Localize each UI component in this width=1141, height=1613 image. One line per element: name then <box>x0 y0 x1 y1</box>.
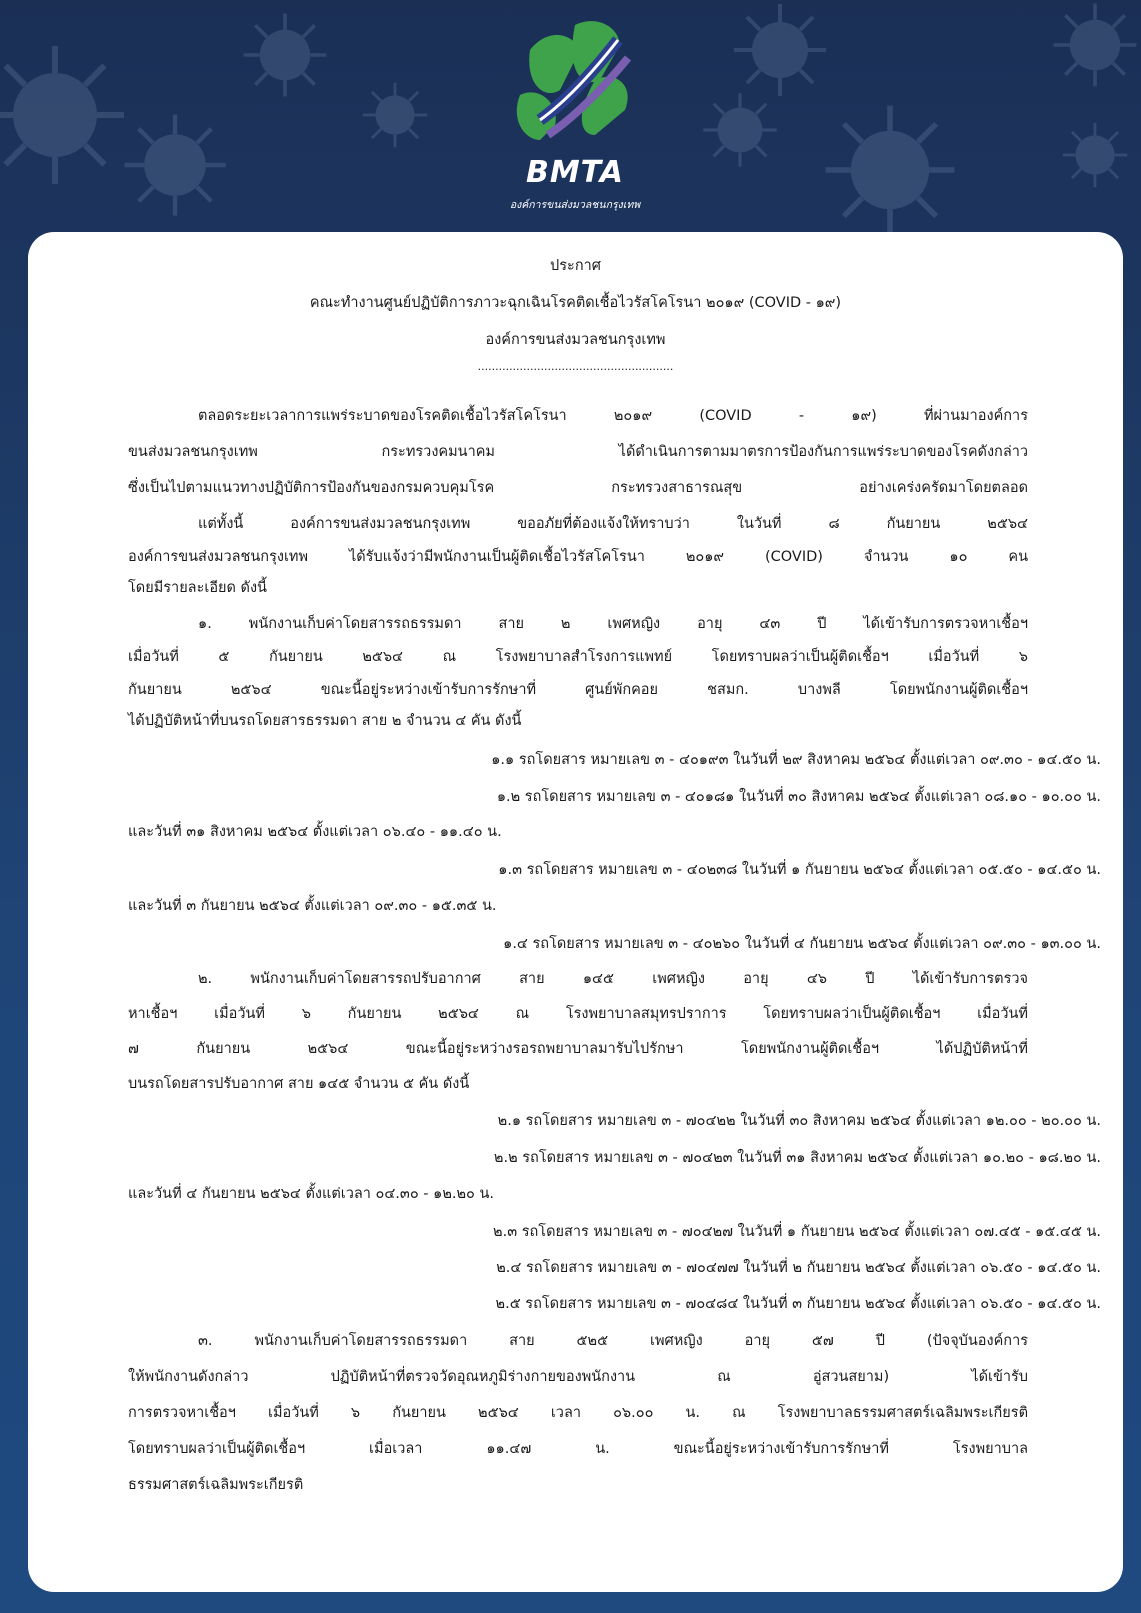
virus-decoration-icon <box>1050 0 1140 90</box>
virus-decoration-icon <box>820 100 960 240</box>
intro-line: ขนส่งมวลชนกรุงเทพ กระทรวงคมนาคม ได้ดำเนินการตามมาตรการป้องกันการแพร่ระบาดของโรคดังกล่าว <box>128 444 1028 460</box>
section-2-item: ๒.๕ รถโดยสาร หมายเลข ๓ - ๗๐๔๘๔ ในวันที่ ๓ กันยายน ๒๕๖๔ ตั้งแต่เวลา ๐๖.๕๐ - ๑๔.๕๐ น. <box>495 1296 1101 1312</box>
virus-decoration-icon <box>1060 120 1130 190</box>
section-2-line: ๗ กันยายน ๒๕๖๔ ขณะนี้อยู่ระหว่างรอรถพยาบาลมารับไปรักษา โดยพนักงานผู้ติดเชื้อฯ ได้ปฏิบัติหน้าที่ <box>128 1041 1028 1057</box>
section-3-line: โดยทราบผลว่าเป็นผู้ติดเชื้อฯ เมื่อเวลา ๑๑.๔๗ น. ขณะนี้อยู่ระหว่างเข้ารับการรักษาที่ โรงพยาบาล <box>128 1441 1028 1457</box>
section-2-item: ๒.๑ รถโดยสาร หมายเลข ๓ - ๗๐๔๒๒ ในวันที่ ๓๐ สิงหาคม ๒๕๖๔ ตั้งแต่เวลา ๑๒.๐๐ - ๒๐.๐๐ น. <box>497 1113 1101 1129</box>
section-1-item: ๑.๔ รถโดยสาร หมายเลข ๓ - ๔๐๒๖๐ ในวันที่ ๔ กันยายน ๒๕๖๔ ตั้งแต่เวลา ๐๙.๓๐ - ๑๓.๐๐ น. <box>503 936 1101 952</box>
section-1-item: ๑.๓ รถโดยสาร หมายเลข ๓ - ๔๐๒๓๘ ในวันที่ ๑ กันยายน ๒๕๖๔ ตั้งแต่เวลา ๐๕.๕๐ - ๑๔.๕๐ น. <box>498 862 1101 878</box>
virus-decoration-icon <box>730 0 830 100</box>
section-3-line: ธรรมศาสตร์เฉลิมพระเกียรติ <box>128 1477 304 1493</box>
intro-line: ซึ่งเป็นไปตามแนวทางปฏิบัติการป้องกันของกรมควบคุมโรค กระทรวงสาธารณสุข อย่างเคร่งครัดมาโดยตลอด <box>128 480 1028 496</box>
intro-line: ตลอดระยะเวลาการแพร่ระบาดของโรคติดเชื้อไวรัสโคโรนา ๒๐๑๙ (COVID - ๑๙) ที่ผ่านมาองค์การ <box>198 408 1028 424</box>
section-1-line: เมื่อวันที่ ๕ กันยายน ๒๕๖๔ ณ โรงพยาบาลสำโรงการแพทย์ โดยทราบผลว่าเป็นผู้ติดเชื้อฯ เมื่อวันที่ ๖ <box>128 649 1028 665</box>
logo-subtitle: องค์การขนส่งมวลชนกรุงเทพ <box>509 199 641 211</box>
section-1-item: และวันที่ ๓๑ สิงหาคม ๒๕๖๔ ตั้งแต่เวลา ๐๖.๔๐ - ๑๑.๔๐ น. <box>128 824 502 840</box>
virus-decoration-icon <box>700 90 780 170</box>
section-1-item: และวันที่ ๓ กันยายน ๒๕๖๔ ตั้งแต่เวลา ๐๙.๓๐ - ๑๕.๓๕ น. <box>128 898 497 914</box>
virus-decoration-icon <box>120 110 230 220</box>
section-1-item: ๑.๒ รถโดยสาร หมายเลข ๓ - ๔๐๑๘๑ ในวันที่ ๓๐ สิงหาคม ๒๕๖๔ ตั้งแต่เวลา ๐๘.๑๐ - ๑๐.๐๐ น. <box>496 789 1101 805</box>
section-1-item: ๑.๑ รถโดยสาร หมายเลข ๓ - ๔๐๑๙๓ ในวันที่ ๒๙ สิงหาคม ๒๕๖๔ ตั้งแต่เวลา ๐๙.๓๐ - ๑๔.๕๐ น. <box>491 752 1101 768</box>
virus-decoration-icon <box>0 40 130 190</box>
bmta-logo <box>500 10 650 220</box>
header-divider: ........................................................ <box>477 360 674 373</box>
organization-name: องค์การขนส่งมวลชนกรุงเทพ <box>485 332 666 348</box>
section-2-item: ๒.๔ รถโดยสาร หมายเลข ๓ - ๗๐๔๗๗ ในวันที่ ๒ กันยายน ๒๕๖๔ ตั้งแต่เวลา ๐๖.๕๐ - ๑๔.๕๐ น. <box>496 1260 1101 1276</box>
virus-decoration-icon <box>240 10 330 100</box>
section-2-item: และวันที่ ๔ กันยายน ๒๕๖๔ ตั้งแต่เวลา ๐๔.๓๐ - ๑๒.๒๐ น. <box>128 1186 495 1202</box>
announcement-title: คณะทำงานศูนย์ปฏิบัติการภาวะฉุกเฉินโรคติดเชื้อไวรัสโคโรนา ๒๐๑๙ (COVID - ๑๙) <box>309 295 842 311</box>
section-2-item: ๒.๓ รถโดยสาร หมายเลข ๓ - ๗๐๔๒๗ ในวันที่ ๑ กันยายน ๒๕๖๔ ตั้งแต่เวลา ๐๗.๔๕ - ๑๕.๔๕ น. <box>493 1224 1101 1240</box>
announcement-card <box>28 232 1123 1592</box>
logo-title: BMTA <box>525 155 625 190</box>
intro-line: องค์การขนส่งมวลชนกรุงเทพ ได้รับแจ้งว่ามีพนักงานเป็นผู้ติดเชื้อไวรัสโคโรนา ๒๐๑๙ (COVID) จำนวน ๑๐ คน <box>128 549 1028 565</box>
section-3-line: การตรวจหาเชื้อฯ เมื่อวันที่ ๖ กันยายน ๒๕๖๔ เวลา ๐๖.๐๐ น. ณ โรงพยาบาลธรรมศาสตร์เฉลิมพระเกียรติ <box>128 1405 1028 1421</box>
section-2-line: ๒. พนักงานเก็บค่าโดยสารรถปรับอากาศ สาย ๑๔๕ เพศหญิง อายุ ๔๖ ปี ได้เข้ารับการตรวจ <box>198 971 1028 987</box>
intro-line: แต่ทั้งนี้ องค์การขนส่งมวลชนกรุงเทพ ขออภัยที่ต้องแจ้งให้ทราบว่า ในวันที่ ๘ กันยายน ๒๕๖๔ <box>198 516 1028 532</box>
section-3-line: ให้พนักงานดังกล่าว ปฏิบัติหน้าที่ตรวจวัดอุณหภูมิร่างกายของพนักงาน ณ อู่สวนสยาม) ได้เข้ารับ <box>128 1369 1028 1385</box>
section-1-line: กันยายน ๒๕๖๔ ขณะนี้อยู่ระหว่างเข้ารับการรักษาที่ ศูนย์พักคอย ชสมก. บางพลี โดยพนักงานผู้ติดเชื้อฯ <box>128 682 1028 698</box>
section-2-line: บนรถโดยสารปรับอากาศ สาย ๑๔๕ จำนวน ๕ คัน ดังนี้ <box>128 1076 470 1092</box>
intro-line: โดยมีรายละเอียด ดังนี้ <box>128 580 267 596</box>
section-2-line: หาเชื้อฯ เมื่อวันที่ ๖ กันยายน ๒๕๖๔ ณ โรงพยาบาลสมุทรปราการ โดยทราบผลว่าเป็นผู้ติดเชื้อฯ เมื่อวันที่ <box>128 1006 1028 1022</box>
virus-decoration-icon <box>360 80 430 150</box>
section-1-line: ได้ปฏิบัติหน้าที่บนรถโดยสารธรรมดา สาย ๒ จำนวน ๔ คัน ดังนี้ <box>128 713 522 729</box>
section-2-item: ๒.๒ รถโดยสาร หมายเลข ๓ - ๗๐๔๒๓ ในวันที่ ๓๑ สิงหาคม ๒๕๖๔ ตั้งแต่เวลา ๑๐.๒๐ - ๑๘.๒๐ น. <box>493 1150 1101 1166</box>
section-1-line: ๑. พนักงานเก็บค่าโดยสารรถธรรมดา สาย ๒ เพศหญิง อายุ ๔๓ ปี ได้เข้ารับการตรวจหาเชื้อฯ <box>198 616 1028 632</box>
section-3-line: ๓. พนักงานเก็บค่าโดยสารรถธรรมดา สาย ๕๒๕ เพศหญิง อายุ ๕๗ ปี (ปัจจุบันองค์การ <box>198 1333 1028 1349</box>
announcement-label: ประกาศ <box>550 258 601 274</box>
bmta-emblem-icon <box>500 10 650 160</box>
